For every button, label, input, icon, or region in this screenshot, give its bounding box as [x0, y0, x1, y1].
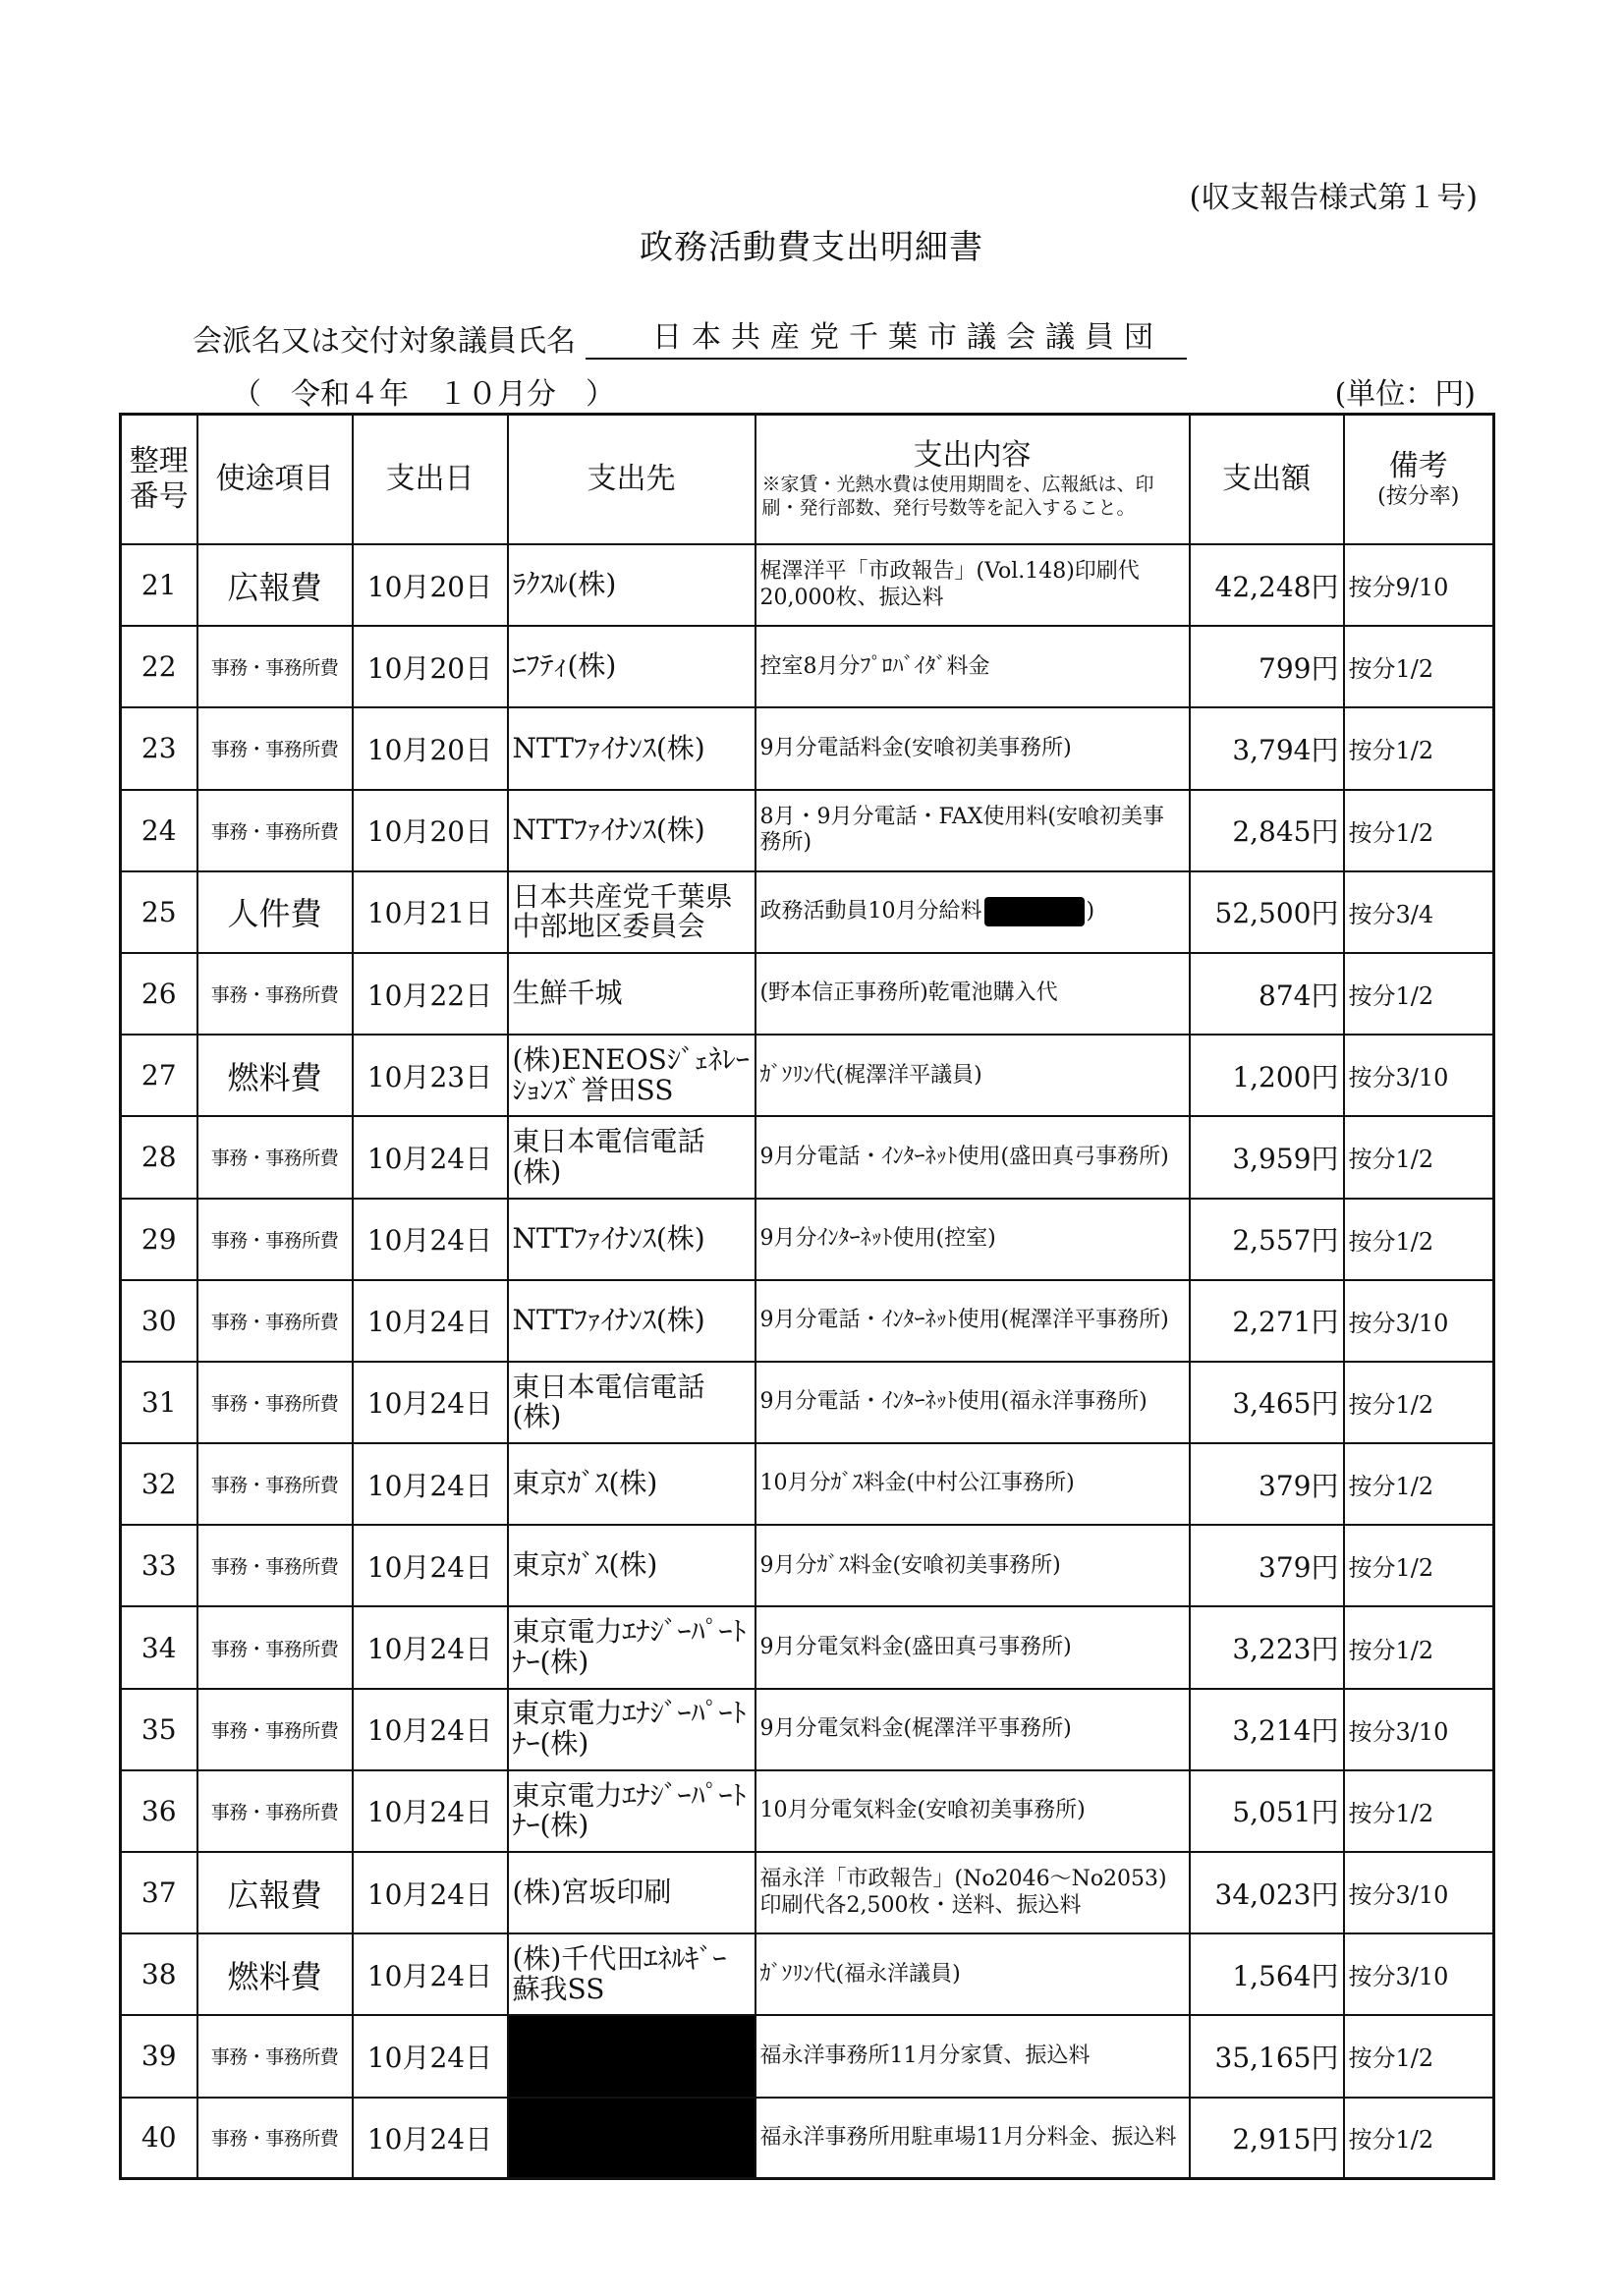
row-number: 27 — [121, 1035, 197, 1116]
row-payee: 東日本電信電話(株) — [508, 1362, 756, 1443]
row-detail — [756, 871, 1190, 953]
row-date: 10月24日 — [353, 1689, 508, 1770]
table-row — [121, 1606, 1494, 1688]
row-amount: 874円 — [1190, 953, 1344, 1035]
row-number: 35 — [121, 1689, 197, 1770]
document-title: 政務活動費支出明細書 — [640, 228, 983, 267]
row-remark: 按分1/2 — [1344, 1199, 1494, 1280]
row-detail-tail: ) — [1086, 899, 1095, 924]
row-remark: 按分1/2 — [1344, 1116, 1494, 1198]
row-number: 40 — [121, 2098, 197, 2179]
row-purpose: 事務・事務所費 — [197, 1280, 353, 1362]
currency-unit: (単位：円) — [1334, 377, 1476, 412]
row-date: 10月24日 — [353, 1199, 508, 1280]
row-detail-text: 政務活動員10月分給料 — [759, 899, 982, 924]
row-amount: 379円 — [1190, 1525, 1344, 1606]
table-body — [121, 544, 1494, 2179]
row-payee: (株)宮坂印刷 — [508, 1852, 756, 1933]
header-amount: 支出額 — [1190, 415, 1344, 545]
row-detail: 福永洋「市政報告」(No2046～No2053)印刷代各2,500枚・送料、振込料 — [756, 1852, 1190, 1933]
table-row — [121, 544, 1494, 626]
row-number: 34 — [121, 1606, 197, 1688]
row-remark: 按分1/2 — [1344, 2015, 1494, 2097]
row-purpose: 事務・事務所費 — [197, 707, 353, 789]
row-remark: 按分1/2 — [1344, 1606, 1494, 1688]
row-payee: 東日本電信電話(株) — [508, 1116, 756, 1198]
row-remark: 按分1/2 — [1344, 953, 1494, 1035]
table-row — [121, 1933, 1494, 2015]
row-number: 32 — [121, 1443, 197, 1525]
row-purpose: 事務・事務所費 — [197, 1689, 353, 1770]
row-date: 10月20日 — [353, 707, 508, 789]
table-row — [121, 2015, 1494, 2097]
row-amount: 52,500円 — [1190, 871, 1344, 953]
row-payee-redacted — [508, 2098, 756, 2179]
row-number: 21 — [121, 544, 197, 626]
row-payee: 東京電力ｴﾅｼﾞｰﾊﾟｰﾄﾅｰ(株) — [508, 1689, 756, 1770]
row-payee: NTTﾌｧｲﾅﾝｽ(株) — [508, 1199, 756, 1280]
row-detail: 9月分ｲﾝﾀｰﾈｯﾄ使用(控室) — [756, 1199, 1190, 1280]
row-payee: 日本共産党千葉県中部地区委員会 — [508, 871, 756, 953]
row-amount: 2,557円 — [1190, 1199, 1344, 1280]
row-purpose: 燃料費 — [197, 1035, 353, 1116]
row-number: 30 — [121, 1280, 197, 1362]
row-purpose: 燃料費 — [197, 1933, 353, 2015]
table-row — [121, 707, 1494, 789]
row-purpose: 事務・事務所費 — [197, 626, 353, 707]
table-row — [121, 1199, 1494, 1280]
row-amount: 2,915円 — [1190, 2098, 1344, 2179]
row-amount: 3,794円 — [1190, 707, 1344, 789]
row-number: 38 — [121, 1933, 197, 2015]
row-number: 24 — [121, 790, 197, 871]
row-date: 10月24日 — [353, 1852, 508, 1933]
row-remark: 按分1/2 — [1344, 626, 1494, 707]
row-detail: 9月分電話料金(安喰初美事務所) — [756, 707, 1190, 789]
row-purpose: 事務・事務所費 — [197, 953, 353, 1035]
row-purpose: 事務・事務所費 — [197, 2098, 353, 2179]
row-amount: 799円 — [1190, 626, 1344, 707]
row-remark: 按分1/2 — [1344, 707, 1494, 789]
row-remark: 按分3/10 — [1344, 1933, 1494, 2015]
group-label: 会派名又は交付対象議員氏名 — [193, 324, 576, 359]
row-payee: 東京電力ｴﾅｼﾞｰﾊﾟｰﾄﾅｰ(株) — [508, 1770, 756, 1852]
row-date: 10月24日 — [353, 1116, 508, 1198]
row-number: 36 — [121, 1770, 197, 1852]
row-purpose: 事務・事務所費 — [197, 1443, 353, 1525]
table-row — [121, 1525, 1494, 1606]
row-date: 10月21日 — [353, 871, 508, 953]
row-number: 37 — [121, 1852, 197, 1933]
row-remark: 按分1/2 — [1344, 1443, 1494, 1525]
row-payee: NTTﾌｧｲﾅﾝｽ(株) — [508, 790, 756, 871]
row-date: 10月24日 — [353, 1525, 508, 1606]
header-remarks-title: 備考 — [1388, 448, 1448, 483]
header-content — [756, 415, 1190, 545]
row-number: 22 — [121, 626, 197, 707]
row-purpose: 人件費 — [197, 871, 353, 953]
row-number: 23 — [121, 707, 197, 789]
row-date: 10月24日 — [353, 1606, 508, 1688]
row-remark: 按分3/10 — [1344, 1280, 1494, 1362]
header-purpose: 使途項目 — [197, 415, 353, 545]
row-purpose: 事務・事務所費 — [197, 1770, 353, 1852]
row-number: 39 — [121, 2015, 197, 2097]
row-date: 10月24日 — [353, 1362, 508, 1443]
row-detail: (野本信正事務所)乾電池購入代 — [756, 953, 1190, 1035]
row-detail: 控室8月分ﾌﾟﾛﾊﾞｲﾀﾞ料金 — [756, 626, 1190, 707]
row-detail: 9月分電話・ｲﾝﾀｰﾈｯﾄ使用(福永洋事務所) — [756, 1362, 1190, 1443]
row-detail: ｶﾞｿﾘﾝ代(福永洋議員) — [756, 1933, 1190, 2015]
row-payee: ﾗｸｽﾙ(株) — [508, 544, 756, 626]
row-payee: 東京電力ｴﾅｼﾞｰﾊﾟｰﾄﾅｰ(株) — [508, 1606, 756, 1688]
row-date: 10月24日 — [353, 2098, 508, 2179]
row-detail: 10月分電気料金(安喰初美事務所) — [756, 1770, 1190, 1852]
row-payee: 東京ｶﾞｽ(株) — [508, 1525, 756, 1606]
row-number: 26 — [121, 953, 197, 1035]
row-number: 33 — [121, 1525, 197, 1606]
row-detail: ｶﾞｿﾘﾝ代(梶澤洋平議員) — [756, 1035, 1190, 1116]
group-name: 日本共産党千葉市議会議員団 — [586, 312, 1187, 360]
row-number: 25 — [121, 871, 197, 953]
header-date: 支出日 — [353, 415, 508, 545]
row-date: 10月24日 — [353, 2015, 508, 2097]
header-payee: 支出先 — [508, 415, 756, 545]
row-payee: 東京ｶﾞｽ(株) — [508, 1443, 756, 1525]
header-content-note: ※家賃・光熱水費は使用期間を、広報紙は、印刷・発行部数、発行号数等を記入すること。 — [761, 474, 1154, 519]
row-date: 10月24日 — [353, 1770, 508, 1852]
row-payee: NTTﾌｧｲﾅﾝｽ(株) — [508, 1280, 756, 1362]
table-row — [121, 1852, 1494, 1933]
row-date: 10月22日 — [353, 953, 508, 1035]
table-row — [121, 953, 1494, 1035]
row-detail: 9月分電気料金(盛田真弓事務所) — [756, 1606, 1190, 1688]
row-amount: 42,248円 — [1190, 544, 1344, 626]
table-row — [121, 1280, 1494, 1362]
row-number: 29 — [121, 1199, 197, 1280]
table-row — [121, 626, 1494, 707]
redaction-block — [984, 897, 1085, 926]
row-amount: 5,051円 — [1190, 1770, 1344, 1852]
row-amount: 2,271円 — [1190, 1280, 1344, 1362]
row-date: 10月20日 — [353, 626, 508, 707]
row-date: 10月24日 — [353, 1443, 508, 1525]
row-purpose: 事務・事務所費 — [197, 1116, 353, 1198]
row-detail: 9月分電気料金(梶澤洋平事務所) — [756, 1689, 1190, 1770]
row-purpose: 事務・事務所費 — [197, 790, 353, 871]
form-number: (収支報告様式第１号) — [1189, 181, 1478, 215]
header-no-label: 整理番号 — [129, 444, 189, 514]
row-remark: 按分1/2 — [1344, 790, 1494, 871]
row-amount: 379円 — [1190, 1443, 1344, 1525]
row-detail: 福永洋事務所用駐車場11月分料金、振込料 — [756, 2098, 1190, 2179]
row-payee: NTTﾌｧｲﾅﾝｽ(株) — [508, 707, 756, 789]
table-row — [121, 1770, 1494, 1852]
row-payee: (株)ENEOSｼﾞｪﾈﾚｰｼｮﾝｽﾞ誉田SS — [508, 1035, 756, 1116]
row-purpose: 事務・事務所費 — [197, 1606, 353, 1688]
row-amount: 35,165円 — [1190, 2015, 1344, 2097]
row-remark: 按分3/10 — [1344, 1689, 1494, 1770]
row-number: 31 — [121, 1362, 197, 1443]
row-amount: 3,223円 — [1190, 1606, 1344, 1688]
row-remark: 按分3/10 — [1344, 1852, 1494, 1933]
row-remark: 按分1/2 — [1344, 1770, 1494, 1852]
table-row — [121, 1362, 1494, 1443]
row-date: 10月24日 — [353, 1280, 508, 1362]
header-no — [121, 415, 197, 545]
row-amount: 34,023円 — [1190, 1852, 1344, 1933]
row-amount: 3,465円 — [1190, 1362, 1344, 1443]
row-amount: 3,959円 — [1190, 1116, 1344, 1198]
table-row — [121, 1443, 1494, 1525]
header-content-title: 支出内容 — [913, 438, 1032, 474]
row-payee: 生鮮千城 — [508, 953, 756, 1035]
row-detail: 9月分電話・ｲﾝﾀｰﾈｯﾄ使用(盛田真弓事務所) — [756, 1116, 1190, 1198]
row-purpose: 事務・事務所費 — [197, 1199, 353, 1280]
row-payee: ﾆﾌﾃｨ(株) — [508, 626, 756, 707]
row-date: 10月20日 — [353, 790, 508, 871]
row-remark: 按分1/2 — [1344, 2098, 1494, 2179]
row-detail: 8月・9月分電話・FAX使用料(安喰初美事務所) — [756, 790, 1190, 871]
row-amount: 3,214円 — [1190, 1689, 1344, 1770]
row-remark: 按分1/2 — [1344, 1362, 1494, 1443]
row-date: 10月20日 — [353, 544, 508, 626]
row-detail: 9月分ｶﾞｽ料金(安喰初美事務所) — [756, 1525, 1190, 1606]
table-row — [121, 790, 1494, 871]
row-payee: (株)千代田ｴﾈﾙｷﾞｰ蘇我SS — [508, 1933, 756, 2015]
row-amount: 1,200円 — [1190, 1035, 1344, 1116]
row-amount: 2,845円 — [1190, 790, 1344, 871]
row-remark: 按分3/4 — [1344, 871, 1494, 953]
row-purpose: 事務・事務所費 — [197, 2015, 353, 2097]
row-purpose: 事務・事務所費 — [197, 1525, 353, 1606]
row-purpose: 広報費 — [197, 1852, 353, 1933]
expenditure-table — [119, 413, 1495, 2180]
row-remark: 按分9/10 — [1344, 544, 1494, 626]
reporting-period: （ 令和４年 １０月分 ） — [232, 377, 615, 412]
table-row — [121, 871, 1494, 953]
row-remark: 按分3/10 — [1344, 1035, 1494, 1116]
row-payee-redacted — [508, 2015, 756, 2097]
row-detail: 梶澤洋平「市政報告」(Vol.148)印刷代20,000枚、振込料 — [756, 544, 1190, 626]
row-amount: 1,564円 — [1190, 1933, 1344, 2015]
table-row — [121, 1035, 1494, 1116]
header-remarks — [1344, 415, 1494, 545]
row-detail: 9月分電話・ｲﾝﾀｰﾈｯﾄ使用(梶澤洋平事務所) — [756, 1280, 1190, 1362]
row-date: 10月24日 — [353, 1933, 508, 2015]
table-row — [121, 2098, 1494, 2179]
row-detail: 福永洋事務所11月分家賃、振込料 — [756, 2015, 1190, 2097]
row-number: 28 — [121, 1116, 197, 1198]
row-purpose: 事務・事務所費 — [197, 1362, 353, 1443]
table-header-row — [121, 415, 1494, 545]
row-purpose: 広報費 — [197, 544, 353, 626]
table-row — [121, 1116, 1494, 1198]
table-row — [121, 1689, 1494, 1770]
header-remarks-sub: (按分率) — [1377, 483, 1460, 509]
row-date: 10月23日 — [353, 1035, 508, 1116]
row-remark: 按分1/2 — [1344, 1525, 1494, 1606]
row-detail: 10月分ｶﾞｽ料金(中村公江事務所) — [756, 1443, 1190, 1525]
